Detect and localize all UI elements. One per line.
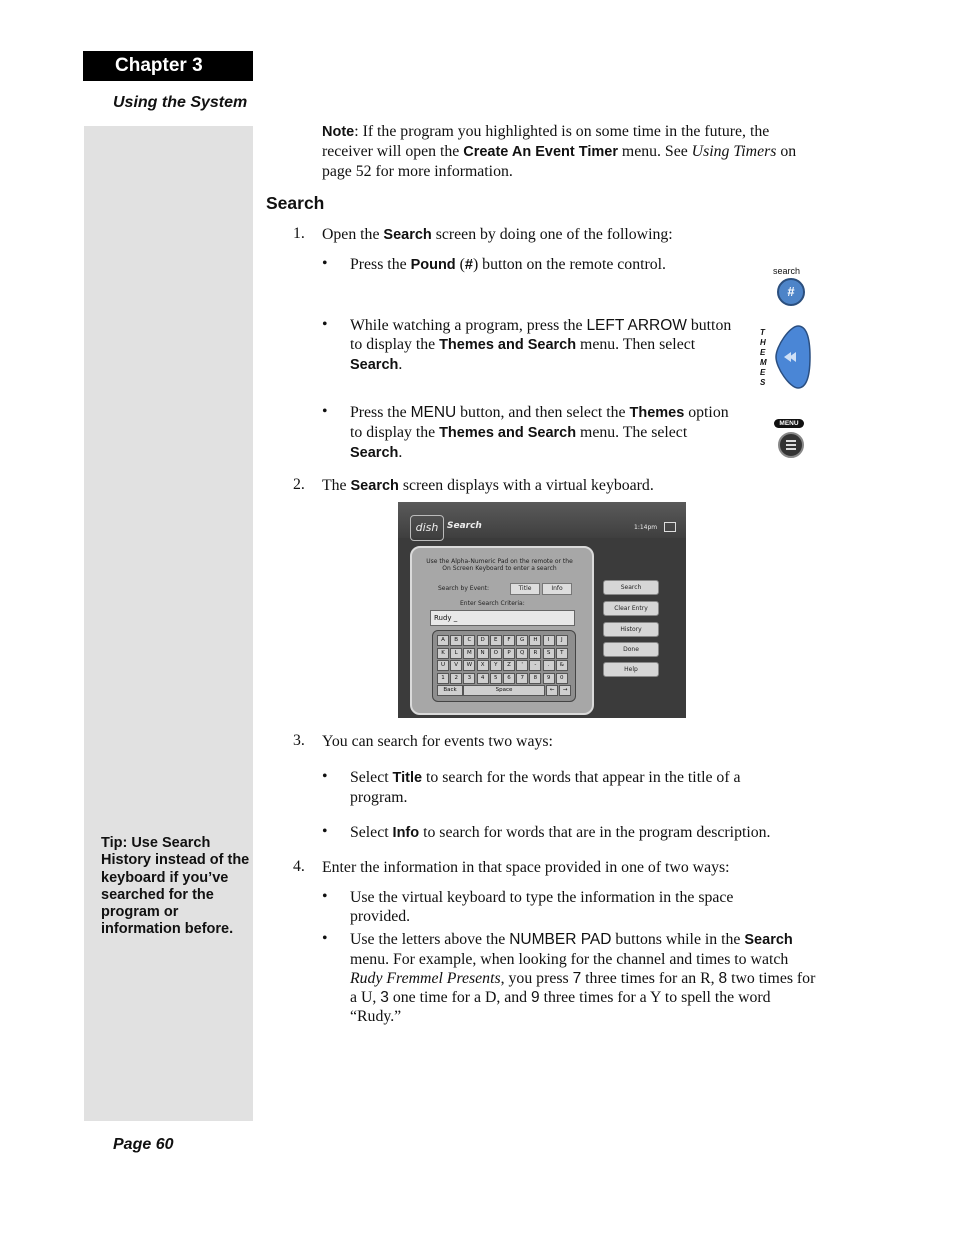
text: Open the	[322, 226, 384, 243]
sans-text: 9	[531, 989, 540, 1006]
screen-instructions: Use the Alpha-Numeric Pad on the remote or the On Screen Keyboard to enter a search	[426, 558, 573, 572]
keyboard-key: P	[503, 648, 515, 659]
keyboard-key: &	[556, 660, 568, 671]
note-text: on page 52 for more information.	[322, 143, 797, 180]
text: three times for a Y to spell the word “Rudy.”	[350, 989, 771, 1025]
bullet-text	[350, 316, 735, 375]
bold-text: Search	[350, 478, 399, 494]
keyboard-key: V	[450, 660, 462, 671]
text: option to display the	[350, 404, 729, 441]
bullet-mark: •	[322, 255, 328, 272]
themes-left-arrow-icon	[758, 324, 814, 390]
keyboard-key: 0	[556, 673, 568, 684]
section-title: Using the System	[113, 94, 248, 111]
virtual-keyboard	[432, 630, 576, 702]
search-panel	[410, 546, 594, 715]
bold-text: Themes and Search	[439, 337, 577, 353]
text: Press the	[350, 256, 411, 273]
bullet-mark: •	[322, 823, 328, 840]
bold-text: Search	[383, 227, 432, 243]
step-number: 3.	[293, 732, 305, 749]
themes-letter: S	[760, 378, 766, 387]
pound-search-icon	[770, 266, 810, 310]
text: menu. For example, when looking for the channel and times to watch	[350, 951, 789, 968]
sidebar-panel	[84, 126, 253, 1121]
keyboard-key: N	[477, 648, 489, 659]
keyboard-key: 7	[516, 673, 528, 684]
step-text	[322, 476, 742, 496]
text: menu. Then select	[576, 336, 696, 353]
left-arrow-key: ←	[546, 685, 558, 696]
text: Press the	[350, 404, 411, 421]
text: button to display the	[350, 317, 732, 353]
keyboard-key: T	[556, 648, 568, 659]
chapter-label: Chapter 3	[115, 55, 203, 76]
keyboard-key: C	[463, 635, 475, 646]
keyboard-key: O	[490, 648, 502, 659]
tv-icon	[664, 522, 676, 532]
text: three times for an R,	[581, 970, 719, 987]
criteria-label: Enter Search Criteria:	[460, 600, 525, 607]
note-text: menu. See	[617, 143, 692, 160]
text: ) button on the remote control.	[472, 256, 666, 273]
text: menu. The select	[576, 424, 688, 441]
bullet-text: Use the virtual keyboard to type the information in the space provided.	[350, 889, 734, 925]
search-screen-image	[398, 502, 686, 718]
bullet-text	[350, 403, 735, 463]
step-text: Enter the information in that space provided in one of two ways:	[322, 859, 730, 876]
bullet-text	[350, 930, 820, 1026]
page-number: Page 60	[113, 1136, 174, 1153]
themes-letter: E	[760, 368, 766, 377]
keyboard-key: Q	[516, 648, 528, 659]
keyboard-key: Y	[490, 660, 502, 671]
bullet-text	[350, 823, 820, 843]
text: Use the letters above the	[350, 931, 510, 948]
keyboard-key: Z	[503, 660, 515, 671]
keyboard-key: J	[556, 635, 568, 646]
bullet-mark: •	[322, 316, 328, 333]
sans-text: MENU	[410, 404, 457, 421]
bullet-mark: •	[322, 888, 328, 905]
keyboard-key: .	[543, 660, 555, 671]
text: Select	[350, 769, 393, 786]
text: (	[455, 256, 465, 273]
note-text: : If the program you highlighted is on some time in the future, the receiver will open the	[322, 123, 770, 160]
menu-label: MENU	[774, 419, 804, 428]
bold-text: Themes	[629, 405, 685, 421]
sans-text: LEFT ARROW	[586, 317, 687, 334]
keyboard-key: I	[543, 635, 555, 646]
sans-text: 3	[380, 989, 389, 1006]
keyboard-key: 9	[543, 673, 555, 684]
keyboard-key: M	[463, 648, 475, 659]
text: buttons while in the	[611, 931, 745, 948]
back-key: Back	[437, 685, 463, 696]
tip-text: Tip: Use Search History instead of the keyboard if you’ve searched for the program or information before.	[101, 835, 250, 938]
step-number: 1.	[293, 225, 305, 242]
keyboard-key: 4	[477, 673, 489, 684]
keyboard-key: B	[450, 635, 462, 646]
keyboard-key: 8	[529, 673, 541, 684]
title-option: Title	[510, 583, 540, 595]
note-bold: Create An Event Timer	[463, 144, 618, 160]
text: to search for words that are in the program description.	[419, 824, 771, 841]
keyboard-key: S	[543, 648, 555, 659]
text: one time for a D, and	[388, 989, 532, 1006]
text: to search for the words that appear in the title of a program.	[350, 769, 741, 806]
note-paragraph	[322, 122, 817, 181]
themes-letter: M	[760, 358, 767, 367]
text: two times for a U,	[350, 970, 816, 1006]
note-italic: Using Timers	[691, 143, 777, 160]
text: .	[398, 444, 403, 461]
clear-entry-button: Clear Entry	[603, 601, 659, 616]
step-text: You can search for events two ways:	[322, 733, 553, 750]
keyboard-key: G	[516, 635, 528, 646]
search-icon-label: search	[773, 266, 801, 276]
bullet-mark: •	[322, 403, 328, 420]
screen-title: Search	[447, 521, 482, 531]
step-number: 2.	[293, 476, 305, 493]
step-text	[322, 225, 742, 245]
bold-text: Info	[392, 825, 420, 841]
text: Select	[350, 824, 393, 841]
bullet-mark: •	[322, 768, 328, 785]
hash-icon: #	[777, 278, 805, 306]
sans-text: NUMBER PAD	[509, 931, 612, 948]
sans-text: 7	[572, 970, 582, 987]
screen-time: 1:14pm	[634, 524, 658, 531]
text: The	[322, 477, 351, 494]
keyboard-key: F	[503, 635, 515, 646]
keyboard-key: 1	[437, 673, 449, 684]
sans-text: 8	[718, 970, 728, 987]
bullet-text	[350, 255, 730, 275]
text: While watching a program, press the	[350, 317, 587, 334]
text: button, and then select the	[456, 404, 630, 421]
menu-circle	[778, 432, 804, 458]
keyboard-key: 3	[463, 673, 475, 684]
bold-text: Search	[350, 357, 399, 373]
keyboard-key: H	[529, 635, 541, 646]
text: .	[398, 356, 403, 373]
bold-text: Search	[350, 445, 399, 461]
search-by-label: Search by Event:	[438, 585, 489, 592]
note-label: Note	[322, 124, 355, 140]
keyboard-key: 5	[490, 673, 502, 684]
keyboard-key: R	[529, 648, 541, 659]
keyboard-key: K	[437, 648, 449, 659]
keyboard-key: X	[477, 660, 489, 671]
bold-text: Pound	[410, 257, 456, 273]
themes-letters	[760, 328, 770, 388]
space-key: Space	[463, 685, 545, 696]
bold-text: #	[464, 257, 473, 273]
themes-letter: E	[760, 348, 766, 357]
keyboard-key: 2	[450, 673, 462, 684]
keyboard-key: 6	[503, 673, 515, 684]
done-button: Done	[603, 642, 659, 657]
menu-button-icon	[770, 415, 810, 459]
help-button: Help	[603, 662, 659, 677]
search-heading: Search	[266, 193, 325, 213]
search-field: Rudy _	[430, 610, 575, 626]
search-button: Search	[603, 580, 659, 595]
bullet-text	[350, 768, 790, 807]
keyboard-key: W	[463, 660, 475, 671]
text: screen by doing one of the following:	[431, 226, 673, 243]
step-number: 4.	[293, 858, 305, 875]
keyboard-key: '	[516, 660, 528, 671]
keyboard-key: A	[437, 635, 449, 646]
bold-text: Title	[392, 770, 423, 786]
italic-text: Rudy Fremmel Presents	[350, 970, 501, 987]
bullet-mark: •	[322, 930, 328, 947]
themes-letter: T	[760, 328, 765, 337]
dish-logo: dish	[410, 515, 444, 541]
bold-text: Search	[744, 932, 793, 948]
bold-text: Themes and Search	[439, 425, 577, 441]
keyboard-key: U	[437, 660, 449, 671]
text: , you press	[500, 970, 573, 987]
keyboard-key: -	[529, 660, 541, 671]
keyboard-key: D	[477, 635, 489, 646]
chapter-header	[83, 51, 253, 81]
info-option: Info	[542, 583, 572, 595]
right-arrow-key: →	[559, 685, 571, 696]
keyboard-key: E	[490, 635, 502, 646]
themes-letter: H	[760, 338, 766, 347]
text: screen displays with a virtual keyboard.	[398, 477, 654, 494]
history-button: History	[603, 622, 659, 637]
keyboard-key: L	[450, 648, 462, 659]
